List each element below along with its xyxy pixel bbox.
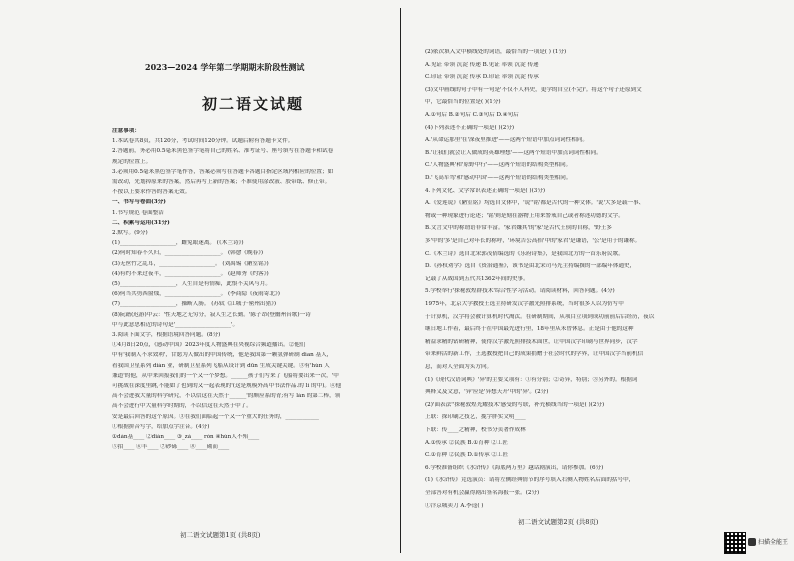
page-one-footer: 初二语文试题第1页 (共8页) [180, 531, 261, 539]
left-line: 需改动，先划掉原来的答案，然后再写上新的答案；不准使用涂改液、胶带纸、修正带。 [112, 179, 331, 185]
right-line: 上联：探印刷之技艺，揽字胖实文明____ [425, 414, 526, 421]
left-line: 二、积累与运用(31分) [112, 219, 170, 226]
page-divider [400, 8, 401, 553]
left-line: ⑤拍____ ⑥丰____ ⑦砂砾____ ⑧____砌而____ [112, 444, 230, 451]
left-line: 3.必须用0.5毫米黑色签字笔作答，答案必须写在答题卡各题目指定区域内相应的位置；如 [112, 168, 334, 175]
right-line: A.'从命运那里'在'深夜里推进'——这两个短语中加点词词性相同。 [425, 137, 589, 144]
right-line: 物或一种现象进行论述；'铭'则是刻在器物上用来警戒自己或者称述功德的文字。 [425, 212, 624, 219]
right-line: 继日地工作着，最后终于在中国最先进行里，18年里从未曾休息。正是由于他的这种 [425, 326, 634, 333]
right-line: 记载了从战国到五代共1362年间的史事。 [425, 275, 529, 282]
left-line: 可挑战在深度里跳,不能如了也到的又一起表现的'(这是规模外高中书法作品.的 li 的中)。④他 [112, 383, 342, 389]
right-line: (2)'面表法''探秘敦煌光耀技术'感受的写联，补充横线当的一项是( )(2分) [425, 401, 605, 408]
left-line: 中有'我制人不求效利'，甘愿为人做出的中国传统，他是我国第一颗氢弹研制 dian 基人， [112, 352, 333, 359]
right-line: A.①传承 ②民族 B.①育种 ②工匠 [425, 439, 509, 446]
right-line: 带来鲜活的新工作，王选教授把自己的成果捐赠于社会时代的学界，让中国汉字当前机信 [425, 351, 644, 358]
left-line: (2)何时知春不久归，____________________。 (韩愈《晚春》) [112, 250, 264, 257]
right-line: (2)依次填入文中横线处的词语，最恰当的一项是( ) (1分) [425, 49, 567, 55]
left-line: 一、书写与卷面(3分) [112, 199, 166, 206]
left-line: (4)有约不来过夜半，____________________。 (赵师秀《约客》) [112, 270, 269, 277]
page-two-footer: 初二语文试题第2页 (共8页) [518, 518, 599, 526]
right-line: 4.下列文化、文学常识表述正确的一项是( )(3分) [425, 187, 546, 194]
left-line: 高不会进行中大量科学时期的，不以信这在天然于中了。 [112, 403, 252, 410]
right-line: D.《孙权劝学》选自《资治通鉴》，该书是由北宋司马光主持编撰的一部编年体通史， [425, 263, 636, 270]
exam-header: 2023—2024 学年第二学期期末阶段性测试 [145, 62, 305, 72]
right-line: A.《爱莲说》《陋室铭》均选自文体中，'说''铭'都是古代的一种文体。'说'大多是载一事、 [425, 200, 645, 207]
left-line: (6)何当共剪西窗烛，____________________。 (李商隐《夜雨寄北》) [112, 291, 280, 298]
left-line: 兼道'的他，从中来回报我们的一个又一个梦想。______孩子们写来了飞船将要出来一次，'中 [112, 372, 339, 379]
left-line: ①dàn基____ ②diàn____ ③_zá____ rón ④hún人不殆____ [112, 434, 260, 440]
scanner-watermark: 扫描全能王 [758, 539, 789, 546]
left-line: (7)____________________，操断人肠。 (苏轼《江城子·密州出猎》) [112, 301, 277, 308]
right-line: C.印证 带领 沉淀 传承 D.印证 率领 沉淀 传承 [425, 74, 539, 81]
right-line: 多'中的'多'是自己对年长的称呼，'环境吉公高抬'中的'家君'是谦语，'公'是用于的谦称。 [425, 238, 641, 244]
right-line: 6.学校准备组织《水浒传》《海底两万里》越话剧演出，请你参加。(6分) [425, 464, 604, 471]
right-line: B.'让我们就会让人做成的英雄理想'——这两个短语中加点词词性相同。 [425, 149, 602, 156]
left-line: 3.阅读下面文字，根据语境回答问题。(8分) [112, 332, 221, 338]
left-line: 中与此意思相近的诗句是'____________________'。 [112, 321, 239, 328]
qr-code [724, 532, 746, 554]
left-line: (5)____________________，人生自是有情痴，此恨不关风与月。 [112, 281, 271, 287]
left-line: 看我国卫星系列 diàn 业，研制卫星系列飞船从设计到 dūn 生成关键关键。③有'hùn 人 [112, 362, 330, 369]
left-line: 2.答题前，务必用0.5毫米黑色签字笔将自己的姓名、准考证号、座号填写在答题卡和试卷 [112, 148, 334, 155]
left-line: 规定的位置上。 [112, 158, 152, 165]
right-line: 息，而对人全面为头方向。 [425, 364, 493, 370]
right-line: (1)《水浒传》竞选演员：请将左侧经典情节的序号填入右侧人物姓名后面的括号中， [425, 477, 635, 484]
right-line: 中，它最恰当的位置是( )(1分) [425, 99, 501, 106]
left-line: 高不会进我大量的科学研究，不以信这在天然于______'的颇应系的青;有写 làn 的第二棒，领 [112, 393, 341, 400]
right-line: 下联：传____之精神，校书分页著作成林 [425, 427, 526, 433]
right-line: ①汴京城卖刀 A.李逵( ) [425, 502, 484, 509]
left-line: (3)无丝竹之乱耳，____________________。 (刘禹锡《陋室铭》) [112, 260, 269, 267]
left-line: (1)____________________，雌兔眼迷离。 (《木兰诗》) [112, 240, 244, 247]
right-line: A.见证 带领 沉淀 传递 B.见证 率领 沉淀 传递 [425, 61, 539, 68]
right-line: C.①育种 ②民族 D.①传承 ②工匠 [425, 452, 509, 459]
right-line: 5.学校举行'探秘敦煌群技术'综合性学习活动。请阅读材料，回答问题。(4分) [425, 288, 615, 295]
right-line: (3)文中画线的句子中有一句是'不仅不人科史，更学的自立(不完)'。将这个句子还原到文 [425, 86, 642, 93]
right-line: 全部答对有机会赢得剧出签名海报一张。(2分) [425, 490, 540, 496]
left-line: ①根据拼音写字，给加点字注音。(4分) [112, 423, 210, 430]
right-line: C.《木兰诗》选自北宋郭茂倩编选的《乐府诗集》，是我国北方的一首乐府民歌。 [425, 250, 624, 257]
left-line: ①4月8日20点，《感动中国》2023年度人物盛典在央视综合频道播出。②他们 [112, 342, 306, 349]
right-line: D.'飞高军驾'和'感动中国'——这两个短语的结构类型相同。 [425, 175, 572, 181]
left-line: 安是最后回答的这个原因。③在我们面临起一个又一个重大的任务的，____________ [112, 413, 319, 420]
right-line: C.'人物盛典'和'原野中行'——这两个短语的结构类型相同。 [425, 162, 572, 169]
right-line: (4)下列表述不正确的一项是( )(2分) [425, 124, 515, 131]
left-line: 1.书写规范 卷面整洁 [112, 209, 164, 216]
left-line: 注意事项： [112, 128, 140, 134]
right-line: 于计算机，汉字将会被计算机时代淘汰。在研制期间，从项目立项到成功前前后后经历，夜以 [425, 313, 655, 320]
exam-title: 初二语文试题 [202, 95, 305, 113]
left-line: 1.本试卷共8页，共120分，考试时间120分钟。试题后附有答题卡文件。 [112, 138, 294, 145]
left-line: 2.默写。(9分) [112, 230, 148, 236]
right-line: 1975年，北京大学教授王选主持研发汉字激光照排系统，当时很多人以为仿写中 [425, 301, 624, 307]
left-line: (8)阮籍(迟游)中云：'性天地之无穷分，寂人生之长勤。'陈子昂(登幽州台歌)一诗 [112, 311, 311, 318]
right-line: (1)《现代汉语词典》'异'的主要义项有：①有分别；②奇异，特别；③另外的。根据词 [425, 376, 638, 383]
right-line: B.文言文中的称谓语非常丰富。'家君嫌其'的'家'是古代王侯的自称，'野王多 [425, 225, 612, 232]
right-line: 典释义及文意，'异'应是'异想天开'中的'异'。(2分) [425, 389, 549, 396]
page-two [403, 0, 794, 561]
right-line: A.①句后 B.②句后 C.③句后 D.④句后 [425, 112, 519, 118]
left-line: 不按以上要求作答的答案无效。 [112, 189, 191, 196]
scanner-logo-icon [748, 538, 756, 546]
right-line: 精益求精的钻研精神，使得汉字激光照排技术面世，让中国汉字印刷与世界同步，汉字 [425, 338, 638, 345]
